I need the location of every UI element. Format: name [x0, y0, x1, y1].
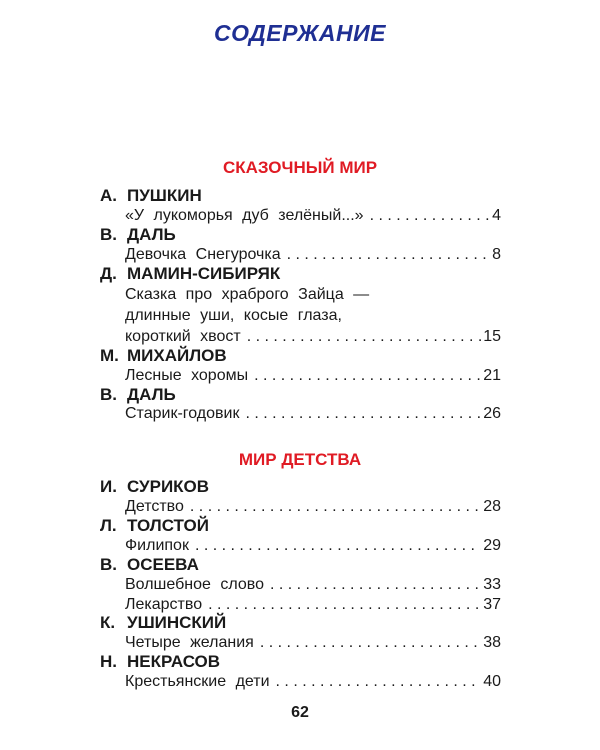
author-initial: К. — [100, 613, 116, 632]
page-number: 62 — [291, 704, 309, 721]
dot-leader — [190, 496, 481, 518]
author-name: СУРИКОВ — [127, 477, 210, 496]
author-initial: Н. — [100, 652, 117, 671]
work-title: Детство — [125, 498, 184, 515]
dot-leader — [287, 244, 490, 266]
work-title: Филипок — [125, 537, 189, 554]
toc-entry[interactable] — [125, 244, 501, 266]
author-initial: В. — [100, 225, 117, 244]
section-title: МИР ДЕТСТВА — [238, 450, 362, 469]
toc-entry[interactable] — [125, 496, 501, 518]
dot-leader — [276, 671, 482, 693]
work-title: Старик-годовик — [125, 405, 240, 422]
author-initial: А. — [100, 186, 117, 205]
author-heading — [100, 264, 280, 284]
work-title-line: Сказка про храброго Зайца — — [125, 286, 370, 303]
author-heading — [100, 225, 176, 245]
author-name: ПУШКИН — [127, 186, 202, 205]
author-heading — [100, 385, 176, 405]
dot-leader — [370, 205, 491, 227]
author-initial: В. — [100, 385, 117, 404]
author-initial: М. — [100, 346, 119, 365]
page-title: СОДЕРЖАНИЕ — [213, 20, 387, 46]
work-title: Лекарство — [125, 596, 203, 613]
author-name: НЕКРАСОВ — [127, 652, 221, 671]
work-title: Лесные хоромы — [125, 367, 249, 384]
author-heading — [100, 652, 220, 672]
page-ref: 26 — [483, 405, 501, 422]
toc-entry[interactable] — [125, 205, 501, 227]
page-ref: 8 — [492, 246, 501, 263]
author-name: ТОЛСТОЙ — [127, 516, 209, 535]
work-title: Крестьянские дети — [125, 673, 270, 690]
author-name: УШИНСКИЙ — [127, 613, 227, 632]
toc-entry[interactable] — [125, 671, 501, 693]
page-ref: 37 — [483, 596, 501, 613]
author-initial: В. — [100, 555, 117, 574]
toc-entry[interactable] — [125, 574, 501, 596]
author-heading — [100, 186, 202, 206]
page-ref: 40 — [483, 673, 501, 690]
toc-entry[interactable] — [125, 403, 501, 425]
dot-leader — [270, 574, 481, 596]
author-name: МАМИН-СИБИРЯК — [127, 264, 281, 283]
author-heading — [100, 477, 209, 497]
author-initial: Л. — [100, 516, 117, 535]
page-ref: 15 — [483, 328, 501, 345]
page-ref: 38 — [483, 634, 501, 651]
dot-leader — [260, 632, 481, 654]
section-title: СКАЗОЧНЫЙ МИР — [222, 158, 378, 177]
page-ref: 28 — [483, 498, 501, 515]
toc-entry[interactable] — [125, 535, 501, 557]
dot-leader — [254, 365, 481, 387]
author-name: ОСЕЕВА — [127, 555, 199, 574]
page-ref: 4 — [492, 207, 501, 224]
author-name: ДАЛЬ — [127, 225, 176, 244]
work-title: «У лукоморья дуб зелёный...» — [125, 207, 364, 224]
toc-entry[interactable] — [125, 326, 501, 348]
author-name: ДАЛЬ — [127, 385, 176, 404]
work-title-line: длинные уши, косые глаза, — [125, 307, 342, 324]
dot-leader — [247, 326, 481, 348]
author-initial: И. — [100, 477, 117, 496]
author-initial: Д. — [100, 264, 117, 283]
work-title: Четыре желания — [125, 634, 254, 651]
toc-entry[interactable] — [125, 632, 501, 654]
work-title: короткий хвост — [125, 328, 241, 345]
toc-entry[interactable] — [125, 365, 501, 387]
work-title: Волшебное слово — [125, 576, 264, 593]
work-title: Девочка Снегурочка — [125, 246, 281, 263]
author-heading — [100, 346, 227, 366]
page-ref: 33 — [483, 576, 501, 593]
author-heading — [100, 555, 199, 575]
author-heading — [100, 613, 226, 633]
page-ref: 21 — [483, 367, 501, 384]
author-name: МИХАЙЛОВ — [127, 346, 227, 365]
dot-leader — [195, 535, 481, 557]
page-ref: 29 — [483, 537, 501, 554]
dot-leader — [245, 403, 481, 425]
dot-leader — [208, 594, 481, 616]
author-heading — [100, 516, 209, 536]
